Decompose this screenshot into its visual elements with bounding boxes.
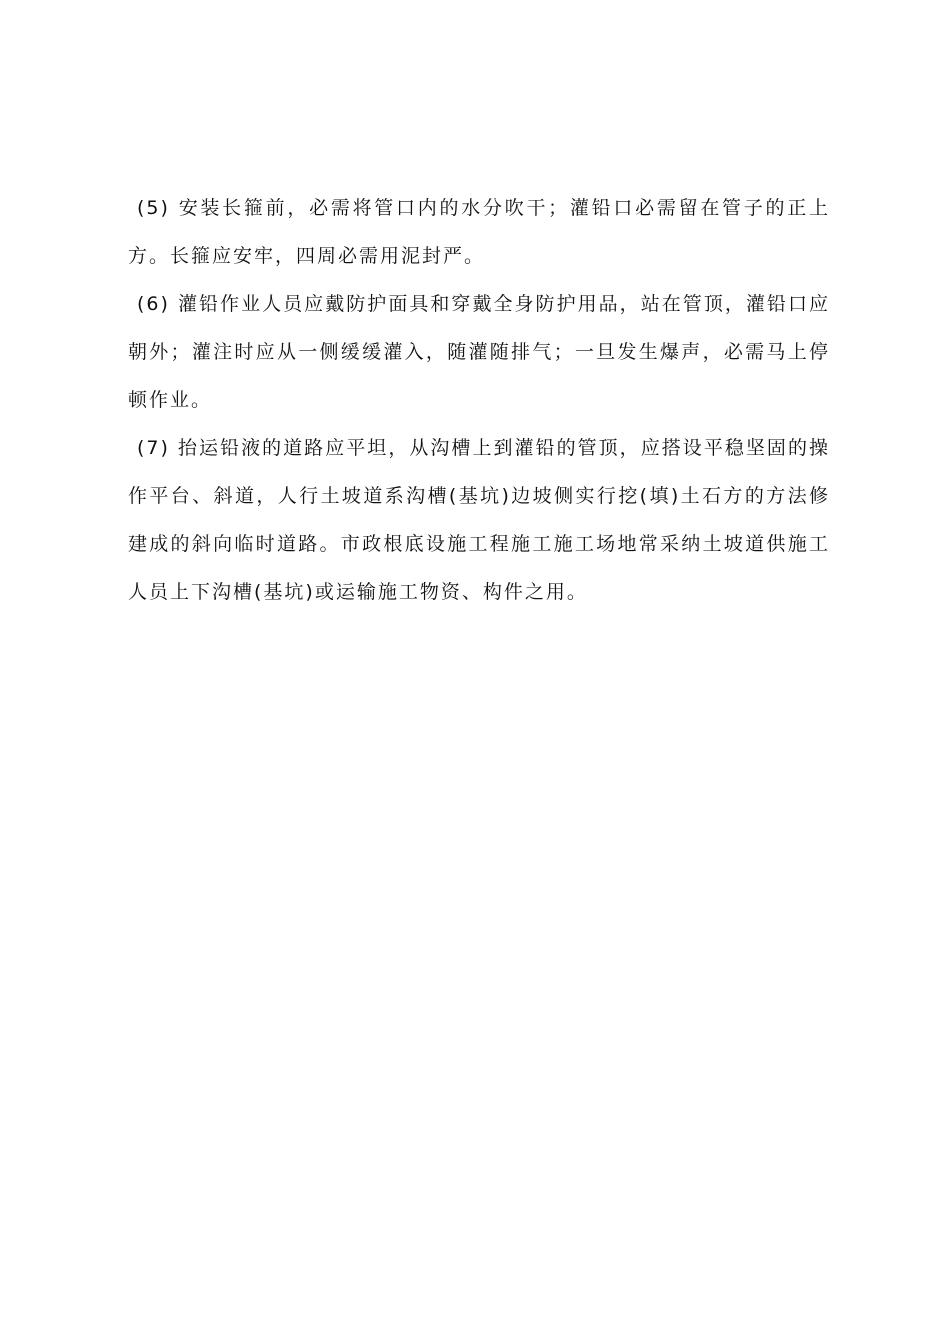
paragraph-item-7: (7) 抬运铅液的道路应平坦，从沟槽上到灌铅的管顶，应搭设平稳坚固的操作平台、斜道，人行土坡道系沟槽(基坑)边坡侧实行挖(填)土石方的方法修建成的斜向临时道路。市政根底设施工程施工施工场地常采纳土坡道供施工人员上下沟槽(基坑)或运输施工物资、构件之用。: [128, 437, 830, 603]
document-body: [128, 184, 830, 616]
paragraph-item-6: (6) 灌铅作业人员应戴防护面具和穿戴全身防护用品，站在管顶，灌铅口应朝外；灌注时应从一侧缓缓灌入，随灌随排气；一旦发生爆声，必需马上停顿作业。: [128, 293, 830, 411]
paragraph-item-5: (5) 安装长箍前，必需将管口内的水分吹干；灌铅口必需留在管子的正上方。长箍应安牢，四周必需用泥封严。: [128, 197, 830, 267]
